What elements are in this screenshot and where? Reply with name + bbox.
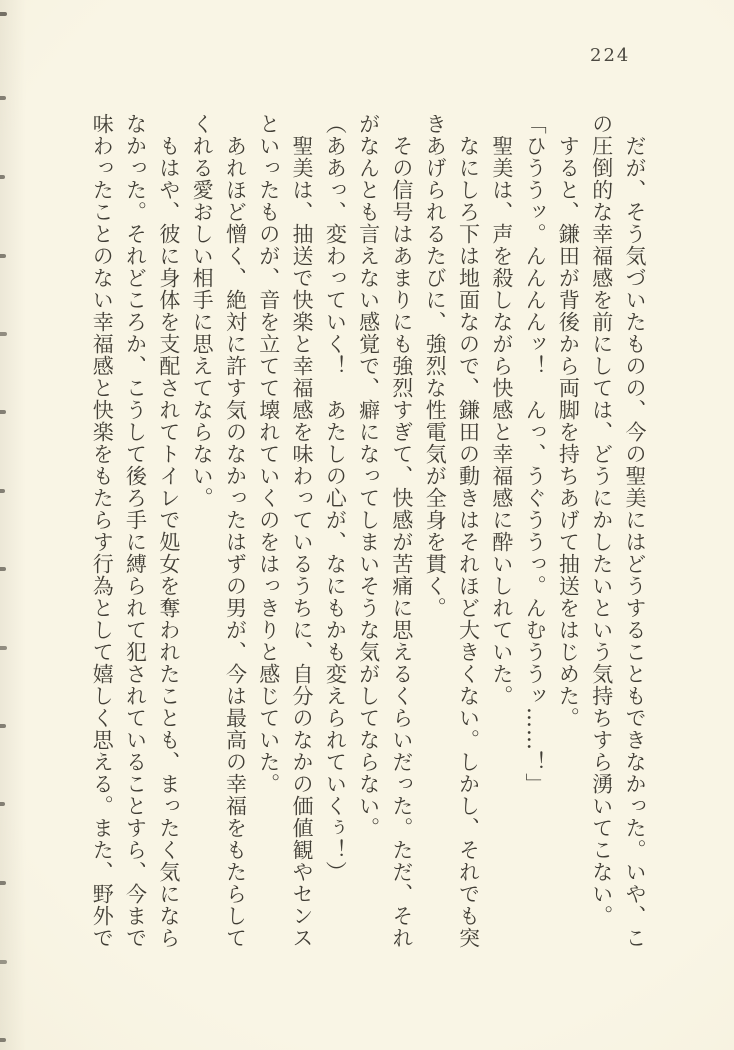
page-edge-mark <box>0 489 5 493</box>
text-line: もはや、彼に身体を支配されてトイレで処女を奪われたことも、まったく気になら <box>156 113 181 949</box>
page-edge-mark <box>0 332 7 336</box>
page-edge-mark <box>0 724 6 728</box>
page-edge-mark <box>0 410 6 414</box>
text-line: がなんとも言えない感覚で、癖になってしまいそうな気がしてならない。 <box>356 113 381 839</box>
page-edge-mark <box>0 254 6 258</box>
text-line: の圧倒的な幸福感を前にしては、どうにかしたいという気持ちすら湧いてこない。 <box>589 113 614 927</box>
text-line: すると、鎌田が背後から両脚を持ちあげて抽送をはじめた。 <box>556 113 581 729</box>
text-line: なにしろ下は地面なので、鎌田の動きはそれほど大きくない。しかし、それでも突 <box>456 113 481 949</box>
text-line: 「ひううッ。んんんんッ！ んっ、うぐううっ。んむううッ……！」 <box>523 113 548 795</box>
text-line: くれる愛おしい相手に思えてならない。 <box>190 113 215 509</box>
text-line: 聖美は、声を殺しながら快感と幸福感に酔いしれていた。 <box>489 113 514 707</box>
text-line: （ああっ、変わっていく！ あたしの心が、なにもかも変えられていくぅ！） <box>323 113 348 883</box>
binding-gutter-shadow <box>0 0 26 1050</box>
page-edge-mark <box>0 1038 6 1042</box>
page-number: 224 <box>590 45 631 66</box>
vertical-text-block <box>84 113 651 949</box>
page-edge-mark <box>0 175 5 179</box>
text-line: なかった。それどころか、こうして後ろ手に縛られて犯されていることすら、今まで <box>123 113 148 949</box>
text-line: あれほど憎く、絶対に許す気のなかったはずの男が、今は最高の幸福をもたらして <box>223 113 248 949</box>
text-line: 味わったことのない幸福感と快楽をもたらす行為として嬉しく思える。また、野外で <box>90 113 115 949</box>
page-edge-mark <box>0 881 6 885</box>
page-edge-mark <box>0 567 6 571</box>
text-line: きあげられるたびに、強烈な性電気が全身を貫く。 <box>423 113 448 619</box>
text-line: といったものが、音を立てて壊れていくのをはっきりと感じていた。 <box>256 113 281 795</box>
text-line: その信号はあまりにも強烈すぎて、快感が苦痛に思えるくらいだった。ただ、それ <box>389 113 414 949</box>
page-edge-mark <box>0 646 7 650</box>
text-line: 聖美は、抽送で快楽と幸福感を味わっているうちに、自分のなかの価値観やセンス <box>290 113 315 949</box>
page-edge-mark <box>0 802 5 806</box>
text-line: だが、そう気づいたものの、今の聖美にはどうすることもできなかった。いや、こ <box>623 113 647 949</box>
page-edge-mark <box>0 960 7 964</box>
page-edge-mark <box>0 12 7 16</box>
page-edge-mark <box>0 96 6 100</box>
